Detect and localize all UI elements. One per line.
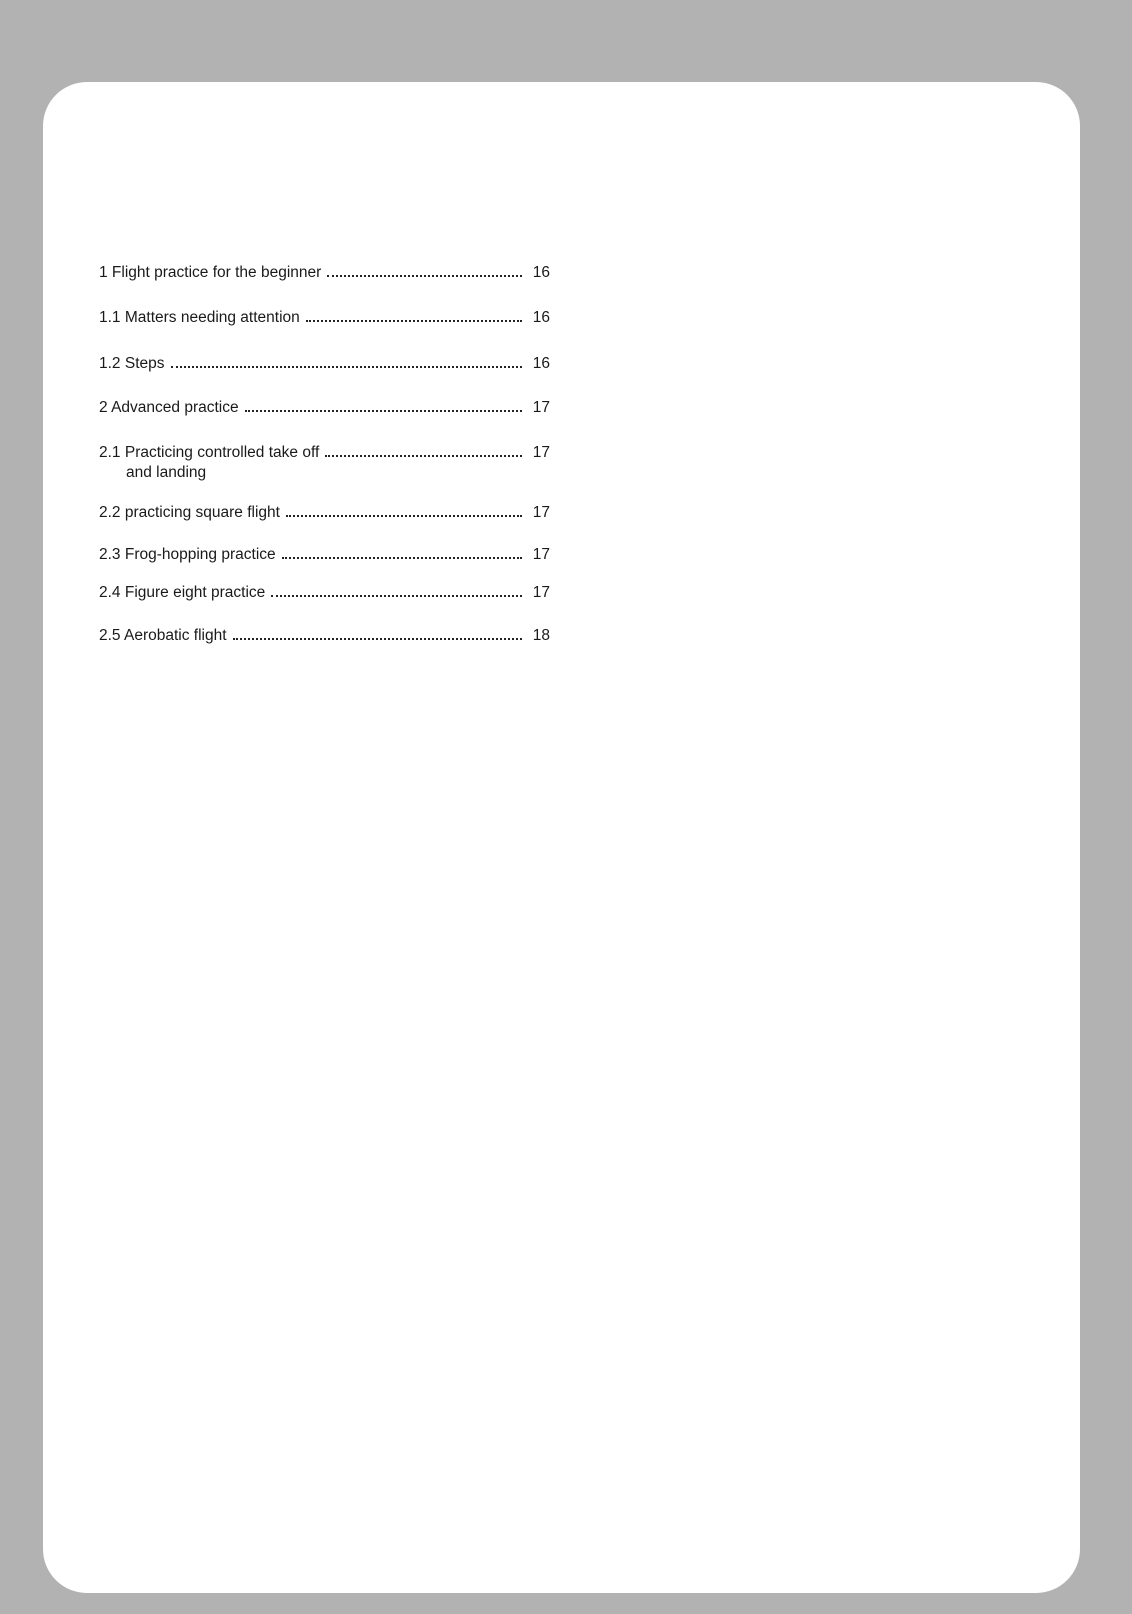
toc-page-number: 16 bbox=[532, 309, 550, 326]
toc-entry-title: 2.3 Frog-hopping practice bbox=[99, 546, 276, 563]
toc-dot-leader bbox=[306, 320, 522, 322]
toc-entry-title: 2.4 Figure eight practice bbox=[99, 584, 266, 601]
toc-entry-title-block bbox=[99, 443, 319, 483]
toc-entry[interactable] bbox=[99, 503, 550, 523]
toc-dot-leader bbox=[327, 275, 522, 277]
toc-entry-title: 2.2 practicing square flight bbox=[99, 504, 280, 521]
toc-entry[interactable] bbox=[99, 263, 550, 283]
toc-page-number: 17 bbox=[532, 399, 550, 416]
toc-entry-title: 2.1 Practicing controlled take off bbox=[99, 444, 320, 461]
toc-entry-title-continuation: and landing bbox=[126, 464, 207, 481]
toc-entry[interactable] bbox=[99, 626, 550, 646]
toc-entry-title: 2 Advanced practice bbox=[99, 399, 239, 416]
toc-entry[interactable] bbox=[99, 398, 550, 418]
toc-dot-leader bbox=[271, 595, 522, 597]
toc-dot-leader bbox=[171, 366, 523, 368]
table-of-contents bbox=[43, 82, 1080, 1593]
toc-page-number: 16 bbox=[532, 355, 550, 372]
toc-page-number: 18 bbox=[532, 627, 550, 644]
toc-entry[interactable] bbox=[99, 583, 550, 603]
toc-page-number: 17 bbox=[532, 584, 550, 601]
toc-page-number: 17 bbox=[532, 546, 550, 563]
toc-entry[interactable] bbox=[99, 443, 550, 483]
toc-dot-leader bbox=[286, 515, 522, 517]
toc-entry-title: 1.1 Matters needing attention bbox=[99, 309, 300, 326]
document-page bbox=[43, 82, 1080, 1593]
toc-entry-title: 1 Flight practice for the beginner bbox=[99, 264, 322, 281]
toc-page-number: 17 bbox=[532, 504, 550, 521]
toc-entry-title: 2.5 Aerobatic flight bbox=[99, 627, 227, 644]
toc-page-number: 17 bbox=[532, 444, 550, 461]
toc-dot-leader bbox=[233, 638, 522, 640]
toc-dot-leader bbox=[325, 455, 522, 457]
toc-entry[interactable] bbox=[99, 308, 550, 328]
toc-dot-leader bbox=[282, 557, 522, 559]
toc-entry-title: 1.2 Steps bbox=[99, 355, 165, 372]
toc-dot-leader bbox=[245, 410, 522, 412]
toc-entry[interactable] bbox=[99, 354, 550, 374]
toc-entry[interactable] bbox=[99, 545, 550, 565]
toc-page-number: 16 bbox=[532, 264, 550, 281]
